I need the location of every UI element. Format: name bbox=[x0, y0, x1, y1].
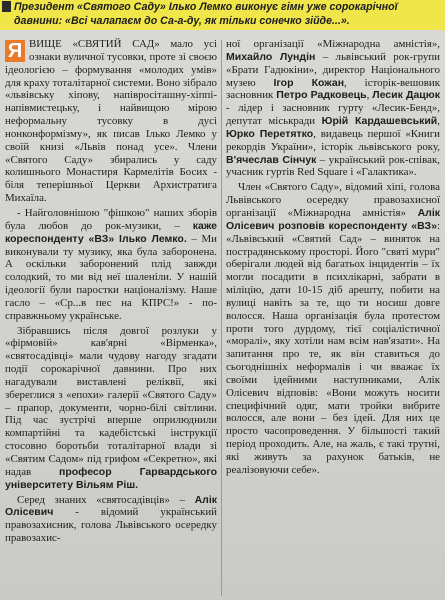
text-run: ВИЩЕ «СВЯТИЙ САД» мало усі ознаки вуличної тусовки, проте зі своєю ідеологією – формування «молодих умів» для краху тоталітарної системи. Воно зібрало «львівську хіпову, напівросіташну-хіппі-напівмистецьку, і найвищою мірою неформальну тусовку в дусі нонконформізму», як писав Ілько Лемко у своїй книзі «Львів понад усе». Члени «Святого Саду» збирались у саду колишнього Монастиря Кармелітів Босих - біля теперішньої Церкви Архистратига Михаїла. bbox=[5, 38, 217, 205]
bold-name: Юрій Кардашевський bbox=[321, 115, 438, 128]
bold-name: професор Гарвардського університету Вільям Ріш. bbox=[5, 465, 217, 491]
text-run: : «Львівський «Святий Сад» – виняток на пострадянському просторі. Його "святі мури" оберігали людей від багатьох інцидентів – їх могли посадити в психлікарні, забрати в міліцію, дати 10-15 діб арешту, побити на вулиці навіть за те, що ти носиш довге волосся. Наша організація була протестом проти того дурдому, тієї соціалістичної «моралі», яку хотіли нам всім нав'язати». На запитання про те, як він ставиться до сьогоднішніх неформалів і чи вважає їх своїми ідейними наступниками, Алік Олісевич відповів: «Вони можуть носити специфічний одяг, мати тройки вибрите волосся, але вони – без ідей. Для них це просто часопроведення. У більшості такий період проходить. Але, на жаль, є такі трутні, які живуть за рахунок батьків, не реалізовуючи себе». bbox=[226, 219, 440, 476]
text-run: - відомий український правозахисник, голова Львівського осередку правозахис- bbox=[5, 506, 217, 545]
text-run: Серед знаних «святосадівців» – bbox=[17, 493, 195, 506]
right-column-text bbox=[226, 38, 440, 477]
text-run: , bbox=[437, 115, 440, 128]
article-paragraph bbox=[226, 38, 440, 179]
bold-name: В'ячеслав Сінчук bbox=[226, 153, 317, 166]
text-run: ної організації «Міжнародна амністія», bbox=[226, 38, 440, 50]
caption-banner bbox=[0, 0, 445, 30]
text-run: – львівський рок-групи «Брати Гадюкіни», директор Національного музею bbox=[226, 50, 440, 89]
bold-name: Лесик Дацюк bbox=[372, 89, 440, 102]
text-run: Зібравшись після довгої розлуки у «фірмовій» кав'ярні «Вірменка», «святосадівці» мали чудову нагоду згадати події сорокарічної давнини. Про них нагадували виставлені реліквії, які збереглися з «епохи» галерії «Святого Саду» – прапор, документи, чорно-білі світлини. Під час зустрічі вперше оприлюднили компартійні та кадебістські інструкції стосовно боротьби тоталітарної влади зі «Святим Садом» під грифом «Секретно», які надав bbox=[5, 324, 217, 478]
text-run: - лідер і засновник гурту «Лесик-Бенд», депутат міськради bbox=[226, 102, 440, 128]
article-paragraph bbox=[5, 38, 217, 205]
left-column-text bbox=[5, 38, 217, 545]
bold-name: каже кореспонденту «ВЗ» Ілько Лемко. bbox=[5, 219, 217, 245]
bold-name: Алік Олісевич розповів кореспонденту «ВЗ» bbox=[226, 206, 440, 232]
photo-caption: Президент «Святого Саду» Ілько Лемко виконує гімн уже сорокарічної давнини: «Всі чалапаєм до Са-а-ду, як тільки сонечко зійде...». bbox=[14, 1, 398, 27]
text-run: , історік-вешовик засновник bbox=[226, 76, 440, 102]
bold-name: Михайло Лундін bbox=[226, 50, 316, 63]
bullet-square-icon bbox=[2, 1, 11, 12]
article-paragraph bbox=[5, 207, 217, 323]
article-paragraph bbox=[5, 325, 217, 492]
bold-name: Юрко Перетятко bbox=[226, 127, 314, 140]
text-run: Член «Святого Саду», відомий хіпі, голова Львівського осередку правозахисної організації «Міжнародна амністія» bbox=[226, 181, 440, 219]
text-run: , видавець першої «Книги рекордів України», історік львівського року, bbox=[226, 127, 440, 153]
article-paragraph bbox=[226, 181, 440, 476]
article-paragraph bbox=[5, 494, 217, 545]
column-divider bbox=[221, 40, 222, 596]
text-run: , bbox=[366, 89, 373, 102]
text-run: – український рок-співак, учасник гуртів Red Square і «Галактика». bbox=[226, 153, 440, 179]
bold-name: Ігор Кожан bbox=[273, 76, 345, 89]
bold-name: Петро Радковець bbox=[276, 89, 367, 102]
article-column-right bbox=[226, 38, 440, 600]
text-run: – Ми виконували ту музику, яка була заборонена. А оскільки заборонений плід завжди солодкий, то ми від неї шаленіли. У нашій ідеології були паростки націоналізму. Наше гасло – «Ср...в пес на КПРС!» - по-справжньому українське. bbox=[5, 232, 217, 322]
bold-name: Алік Олісевич bbox=[5, 493, 217, 519]
drop-cap: Я bbox=[5, 40, 25, 62]
text-run: - Найголовнішою "фішкою" наших зборів була любов до рок-музики, – bbox=[5, 206, 217, 232]
article-column-left bbox=[5, 38, 217, 600]
